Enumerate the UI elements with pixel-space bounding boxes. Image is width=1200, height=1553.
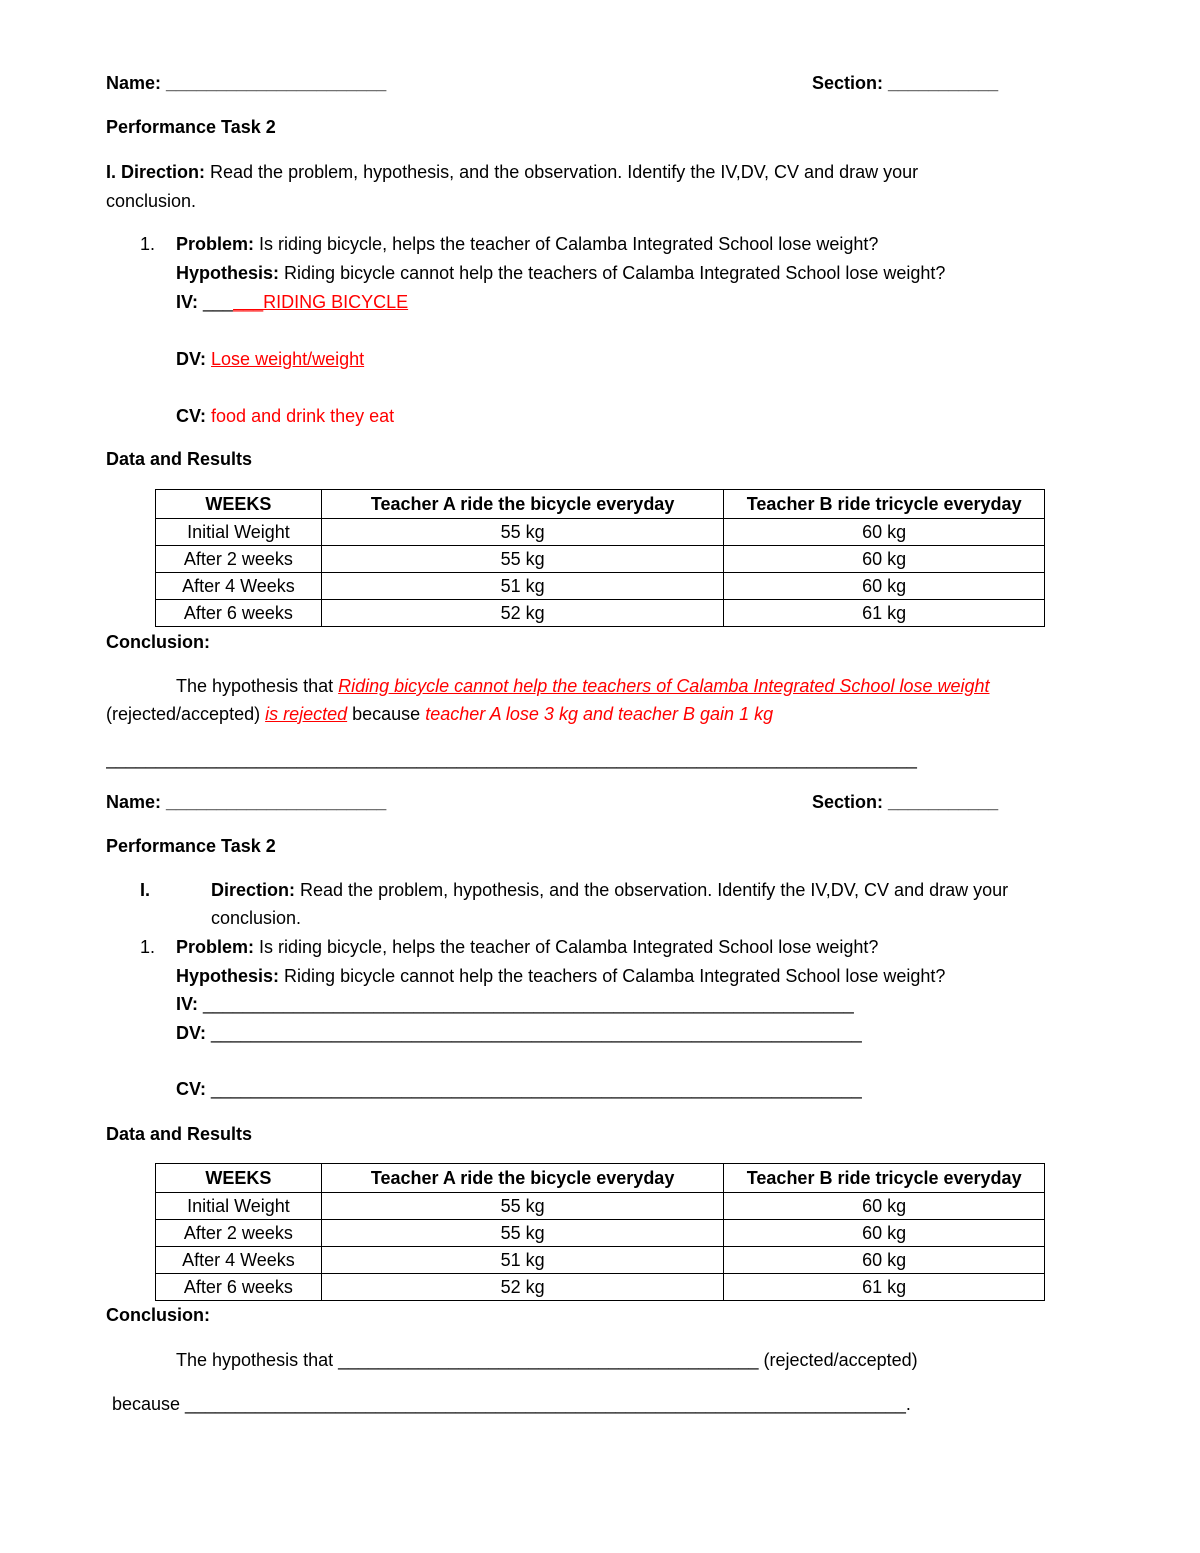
conclusion-hypothesis-line[interactable]: The hypothesis that __________________________________________ (rejected/accepted) [176,1350,918,1370]
section-line [812,791,998,813]
name-blank: ______________________ [166,792,387,812]
column-header-teacher-a: Teacher A ride the bicycle everyday [321,490,724,519]
table-cell: 51 kg [321,573,724,600]
task-title: Performance Task 2 [106,117,276,137]
dv-label: DV: [176,1023,207,1043]
table-row [156,1247,1045,1274]
conclusion-decision-line [106,703,773,725]
conclusion-because-line[interactable]: because ________________________________________________________________________. [112,1394,911,1414]
direction-text: Read the problem, hypothesis, and the observation. Identify the IV,DV, CV and draw your [295,880,1009,900]
section-label: Section: [812,792,884,812]
cv-answer: food and drink they eat [211,406,395,426]
problem-label: Problem: [176,937,255,957]
because-text: because [347,704,426,724]
iv-blank[interactable]: _________________________________________________________________ [198,994,854,1014]
section-line [812,72,998,94]
data-table [155,1163,1045,1301]
task-title: Performance Task 2 [106,836,276,856]
cv-label: CV: [176,406,207,426]
name-line [106,791,386,813]
section-label: Section: [812,73,884,93]
problem-line [176,936,878,958]
column-header-teacher-b: Teacher B ride tricycle everyday [724,1164,1045,1193]
roman-numeral: I. [140,880,151,900]
problem-text: Is riding bicycle, helps the teacher of Calamba Integrated School lose weight? [254,234,879,254]
table-cell: After 6 weeks [156,1274,322,1301]
because-answer: teacher A lose 3 kg and teacher B gain 1 kg [425,704,774,724]
name-label: Name: [106,792,162,812]
conclusion-label: Conclusion: [106,1305,210,1325]
column-header-weeks: WEEKS [156,1164,322,1193]
table-cell: 60 kg [724,573,1045,600]
direction-line [106,161,918,183]
conclusion-hypothesis-line [176,675,990,697]
hypothesis-line [176,965,945,987]
section-blank: ___________ [888,792,999,812]
table-row [156,600,1045,627]
direction-label: I. Direction: [106,162,206,182]
column-header-weeks: WEEKS [156,490,322,519]
table-cell: After 2 weeks [156,1220,322,1247]
direction-label: Direction: [211,880,296,900]
column-header-teacher-b: Teacher B ride tricycle everyday [724,490,1045,519]
section-blank: ___________ [888,73,999,93]
item-number: 1. [140,234,156,254]
hypothesis-label: Hypothesis: [176,263,280,283]
dv-answer: Lose weight/weight [211,349,365,369]
dv-line [176,348,364,370]
table-header-row [156,1164,1045,1193]
hypothesis-line [176,262,945,284]
cv-line [176,1078,862,1100]
table-cell: Initial Weight [156,519,322,546]
direction-line [211,879,1008,901]
table-row [156,1193,1045,1220]
data-results-heading: Data and Results [106,449,253,469]
conclusion-label: Conclusion: [106,632,210,652]
divider: _________________________________________________________________________________ [106,749,917,769]
table-cell: 60 kg [724,546,1045,573]
table-cell: 51 kg [321,1247,724,1274]
name-blank: ______________________ [166,73,387,93]
hypothesis-text: Riding bicycle cannot help the teachers of Calamba Integrated School lose weight? [279,263,946,283]
decision-answer: is rejected [265,704,348,724]
rejected-accepted: (rejected/accepted) [106,704,266,724]
direction-text-cont: conclusion. [106,191,197,211]
cv-blank[interactable]: _________________________________________________________________ [206,1079,862,1099]
table-row [156,573,1045,600]
table-cell: 60 kg [724,1193,1045,1220]
table-cell: 60 kg [724,1220,1045,1247]
table-cell: After 2 weeks [156,546,322,573]
name-line [106,72,386,94]
table-row [156,546,1045,573]
cv-label: CV: [176,1079,207,1099]
iv-label: IV: [176,292,199,312]
problem-label: Problem: [176,234,255,254]
table-row [156,519,1045,546]
direction-text-cont: conclusion. [211,908,302,928]
iv-line [176,291,408,313]
table-row [156,1274,1045,1301]
problem-text: Is riding bicycle, helps the teacher of Calamba Integrated School lose weight? [254,937,879,957]
table-cell: 61 kg [724,1274,1045,1301]
iv-answer: ___RIDING BICYCLE [233,292,409,312]
cv-line [176,405,394,427]
iv-label: IV: [176,994,199,1014]
table-cell: 52 kg [321,600,724,627]
dv-line [176,1022,862,1044]
table-cell: 55 kg [321,546,724,573]
data-table [155,489,1045,627]
column-header-teacher-a: Teacher A ride the bicycle everyday [321,1164,724,1193]
table-cell: 60 kg [724,1247,1045,1274]
item-number: 1. [140,937,156,957]
direction-text: Read the problem, hypothesis, and the observation. Identify the IV,DV, CV and draw your [205,162,919,182]
name-label: Name: [106,73,162,93]
hyp-answer: Riding bicycle cannot help the teachers of Calamba Integrated School lose weight [338,676,990,696]
dv-label: DV: [176,349,207,369]
table-cell: 55 kg [321,1193,724,1220]
table-cell: After 4 Weeks [156,1247,322,1274]
hypothesis-label: Hypothesis: [176,966,280,986]
data-results-heading: Data and Results [106,1124,253,1144]
problem-line [176,233,878,255]
iv-line [176,993,854,1015]
table-cell: 60 kg [724,519,1045,546]
hypothesis-text: Riding bicycle cannot help the teachers of Calamba Integrated School lose weight? [279,966,946,986]
table-cell: After 6 weeks [156,600,322,627]
iv-blank: ___ [198,292,234,312]
hyp-that: The hypothesis that [176,676,339,696]
table-cell: After 4 Weeks [156,573,322,600]
table-cell: 55 kg [321,519,724,546]
table-header-row [156,490,1045,519]
table-cell: 61 kg [724,600,1045,627]
table-cell: Initial Weight [156,1193,322,1220]
dv-blank[interactable]: _________________________________________________________________ [206,1023,862,1043]
table-cell: 52 kg [321,1274,724,1301]
table-row [156,1220,1045,1247]
table-cell: 55 kg [321,1220,724,1247]
